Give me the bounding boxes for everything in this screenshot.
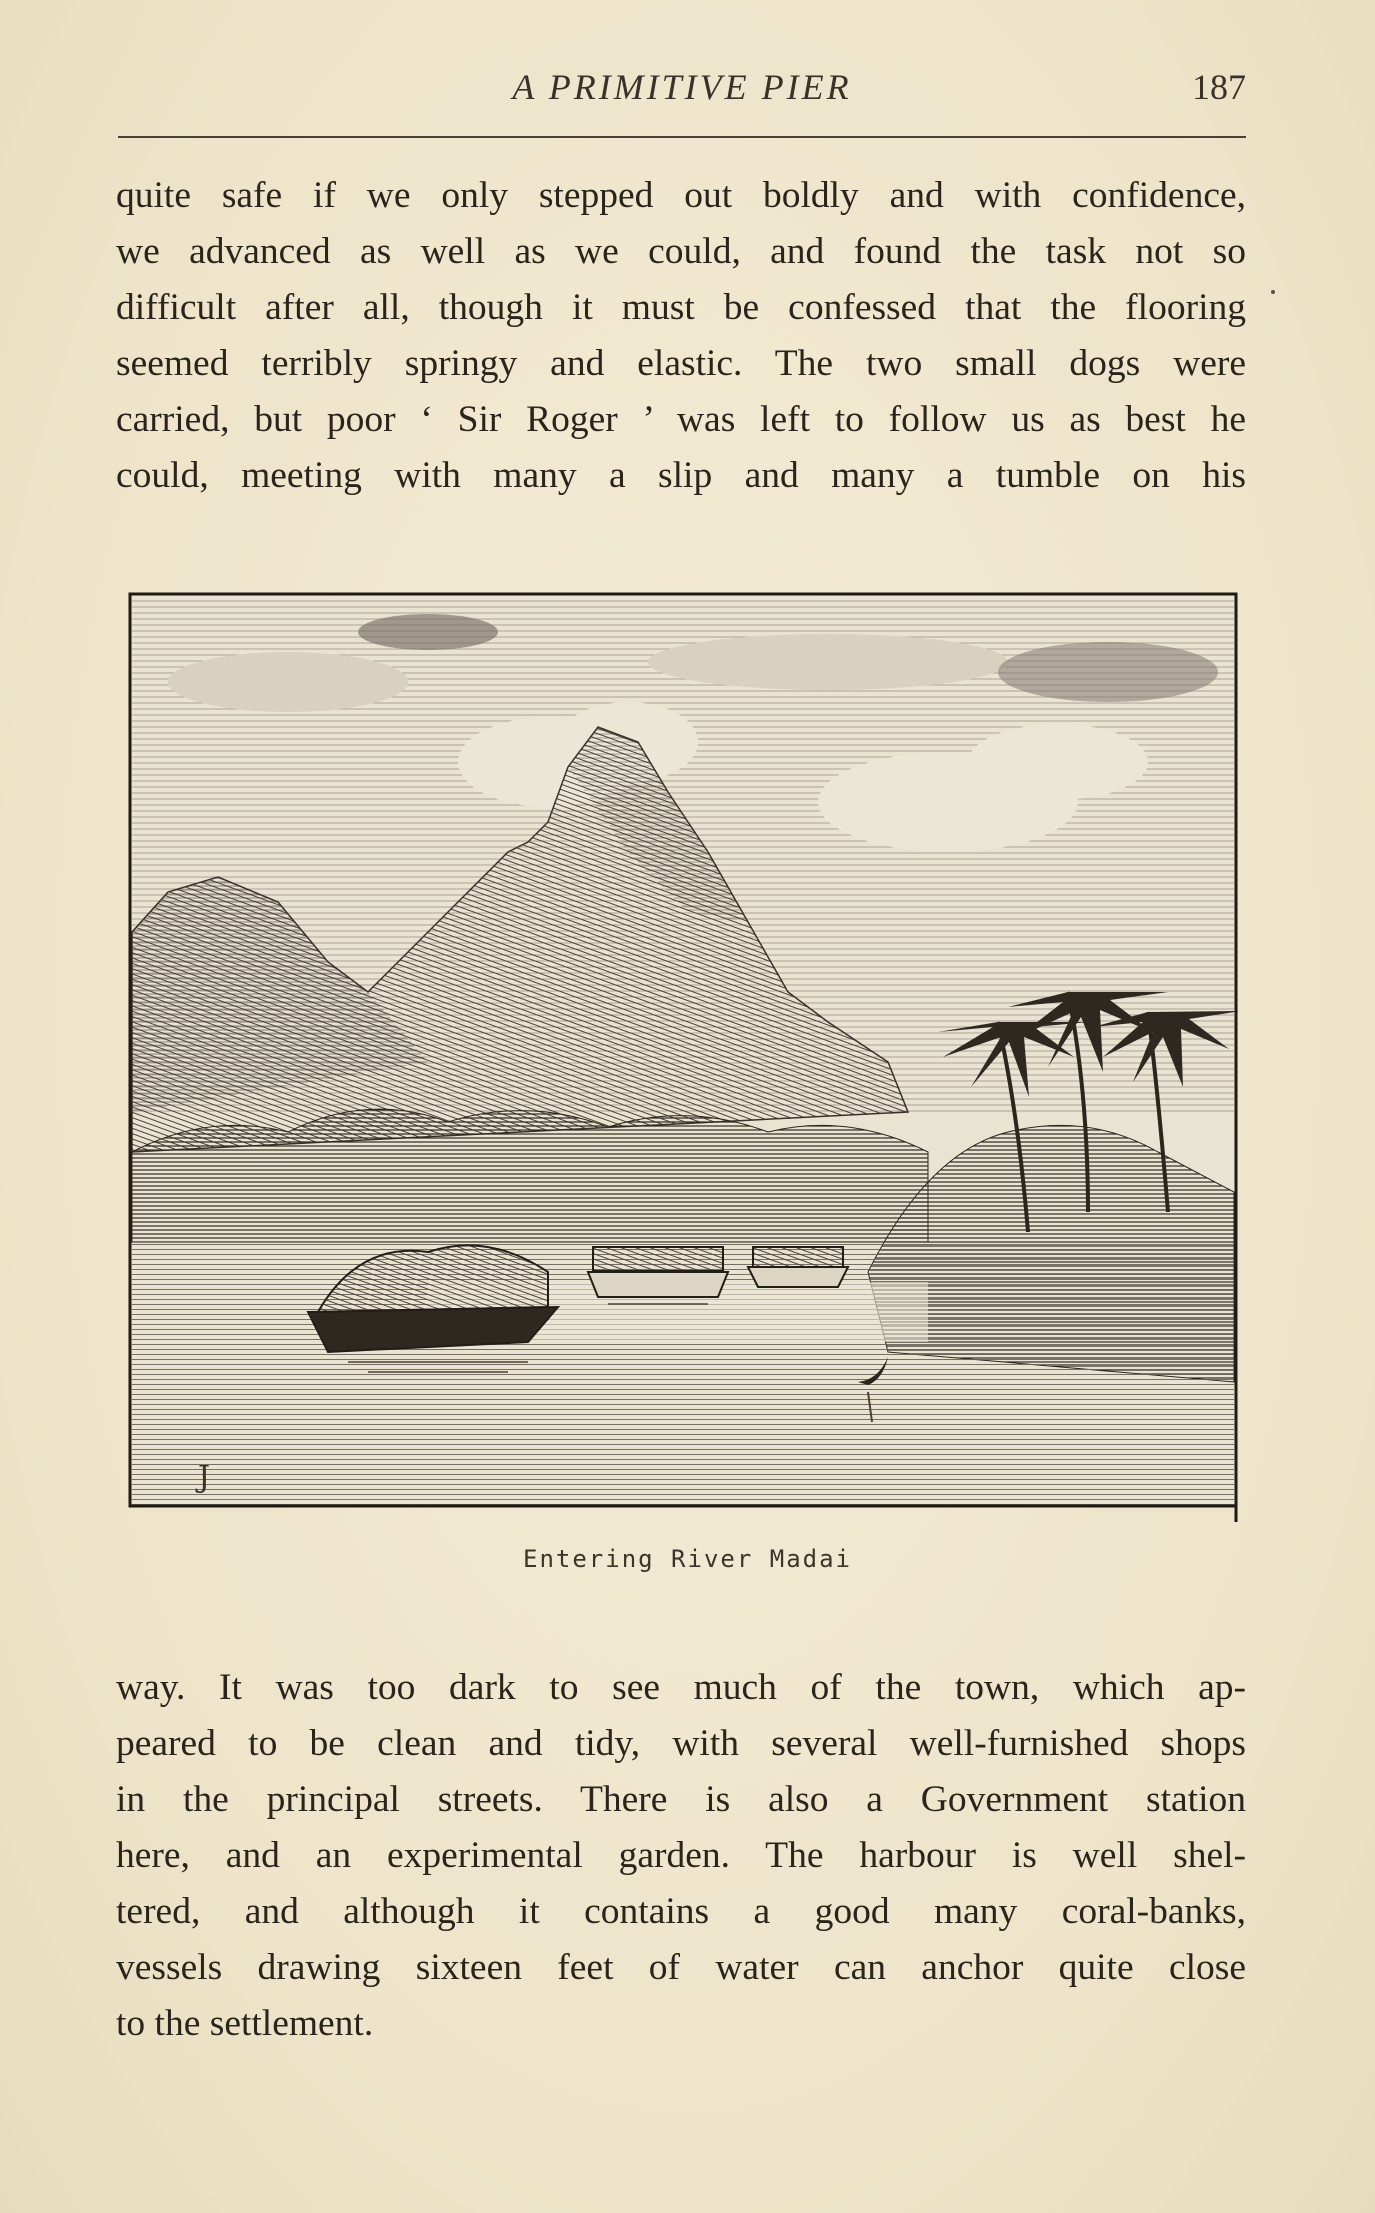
text-line: in the principal streets. There is also a Government station (116, 1779, 1246, 1820)
text-line: quite safe if we only stepped out boldly and with confidence, (116, 175, 1246, 216)
text-line: tered, and although it contains a good many coral-banks, (116, 1891, 1246, 1932)
page-number: 187 (1192, 67, 1246, 107)
paragraph-bottom (116, 1660, 1246, 2052)
text-line: peared to be clean and tidy, with several well-furnished shops (116, 1723, 1246, 1764)
text-line: vessels drawing sixteen feet of water can anchor quite close (116, 1947, 1246, 1988)
engraving-illustration (128, 592, 1238, 1524)
header-rule (118, 136, 1246, 138)
text-line: seemed terribly springy and elastic. The two small dogs were (116, 343, 1246, 384)
text-line: we advanced as well as we could, and found the task not so (116, 231, 1246, 272)
running-head (118, 62, 1246, 112)
text-line: way. It was too dark to see much of the town, which ap- (116, 1667, 1246, 1708)
text-line: to the settlement. (116, 2003, 374, 2044)
running-title: A PRIMITIVE PIER (512, 67, 852, 107)
svg-text:J: J (198, 1460, 211, 1495)
text-line: difficult after all, though it must be confessed that the flooring (116, 287, 1246, 328)
text-line: carried, but poor ‘ Sir Roger ’ was left to follow us as best he (116, 399, 1246, 440)
text-line: could, meeting with many a slip and many a tumble on his (116, 455, 1246, 496)
print-speck (1271, 290, 1275, 294)
text-line: here, and an experimental garden. The harbour is well shel- (116, 1835, 1246, 1876)
figure-caption: Entering River Madai (523, 1545, 852, 1573)
paragraph-top (116, 168, 1246, 504)
